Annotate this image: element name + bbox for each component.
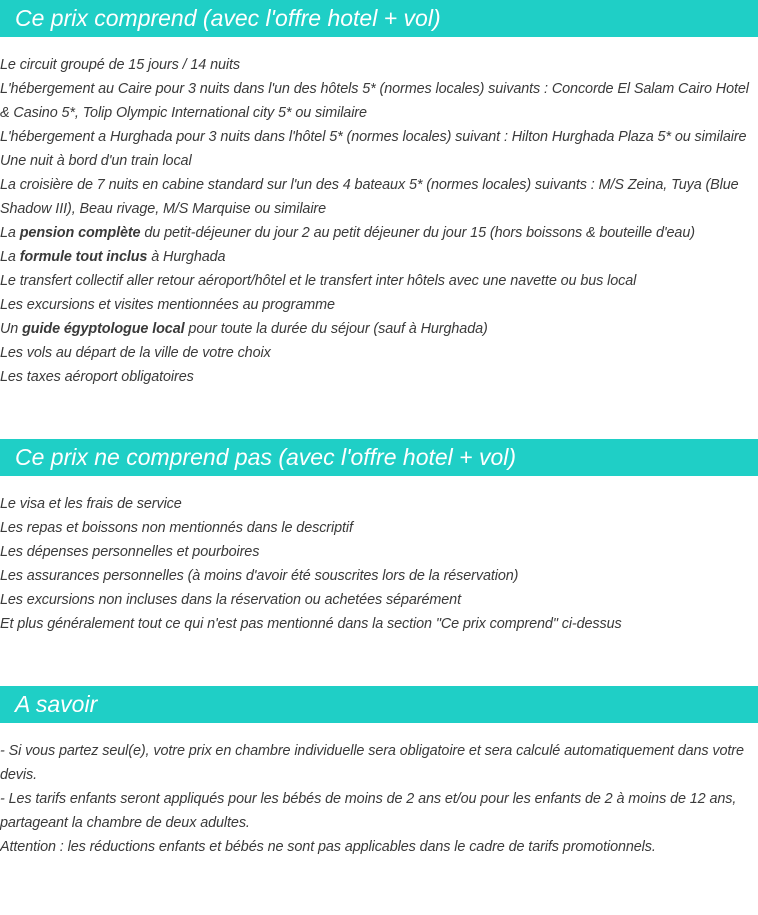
highlight-text: guide égyptologue local: [22, 321, 185, 337]
info-item: Attention : les réductions enfants et bébés ne sont pas applicables dans le cadre de tarifs promotionnels.: [0, 839, 656, 855]
excluded-section-title: Ce prix ne comprend pas (avec l'offre hotel + vol): [0, 439, 758, 476]
excluded-item: Et plus généralement tout ce qui n'est pas mentionné dans la section "Ce prix comprend" ci-dessus: [0, 616, 622, 632]
included-item: La formule tout inclus à Hurghada: [0, 249, 226, 265]
included-item: Les taxes aéroport obligatoires: [0, 369, 194, 385]
info-list: [0, 739, 758, 859]
excluded-item: Les assurances personnelles (à moins d'avoir été souscrites lors de la réservation): [0, 568, 519, 584]
included-item: Les vols au départ de la ville de votre choix: [0, 345, 271, 361]
included-item: La croisière de 7 nuits en cabine standard sur l'un des 4 bateaux 5* (normes locales) suivants : M/S Zeina, Tuya (Blue Shadow III), Beau rivage, M/S Marquise ou similaire: [0, 177, 739, 217]
excluded-item: Le visa et les frais de service: [0, 496, 182, 512]
excluded-item: Les dépenses personnelles et pourboires: [0, 544, 260, 560]
included-item: Le circuit groupé de 15 jours / 14 nuits: [0, 57, 240, 73]
included-item: Un guide égyptologue local pour toute la durée du séjour (sauf à Hurghada): [0, 321, 488, 337]
info-section-title: A savoir: [0, 686, 758, 723]
included-item: L'hébergement a Hurghada pour 3 nuits dans l'hôtel 5* (normes locales) suivant : Hilton Hurghada Plaza 5* ou similaire: [0, 129, 747, 145]
included-item: Les excursions et visites mentionnées au programme: [0, 297, 335, 313]
included-item: Le transfert collectif aller retour aéroport/hôtel et le transfert inter hôtels avec une navette ou bus local: [0, 273, 637, 289]
highlight-text: pension complète: [19, 225, 141, 241]
included-item: L'hébergement au Caire pour 3 nuits dans l'un des hôtels 5* (normes locales) suivants : Concorde El Salam Cairo Hotel & Casino 5*, Tolip Olympic International city 5* ou similaire: [0, 81, 749, 121]
excluded-list: [0, 492, 758, 636]
highlight-text: formule tout inclus: [19, 249, 148, 265]
excluded-item: Les repas et boissons non mentionnés dans le descriptif: [0, 520, 353, 536]
included-item: Une nuit à bord d'un train local: [0, 153, 192, 169]
info-item: - Si vous partez seul(e), votre prix en chambre individuelle sera obligatoire et sera calculé automatiquement dans votre devis.: [0, 743, 744, 783]
included-list: [0, 53, 758, 389]
excluded-item: Les excursions non incluses dans la réservation ou achetées séparément: [0, 592, 461, 608]
info-item: - Les tarifs enfants seront appliqués pour les bébés de moins de 2 ans et/ou pour les enfants de 2 à moins de 12 ans, partageant la chambre de deux adultes.: [0, 791, 737, 831]
included-section-title: Ce prix comprend (avec l'offre hotel + vol): [0, 0, 758, 37]
included-item: La pension complète du petit-déjeuner du jour 2 au petit déjeuner du jour 15 (hors boissons & bouteille d'eau): [0, 225, 695, 241]
